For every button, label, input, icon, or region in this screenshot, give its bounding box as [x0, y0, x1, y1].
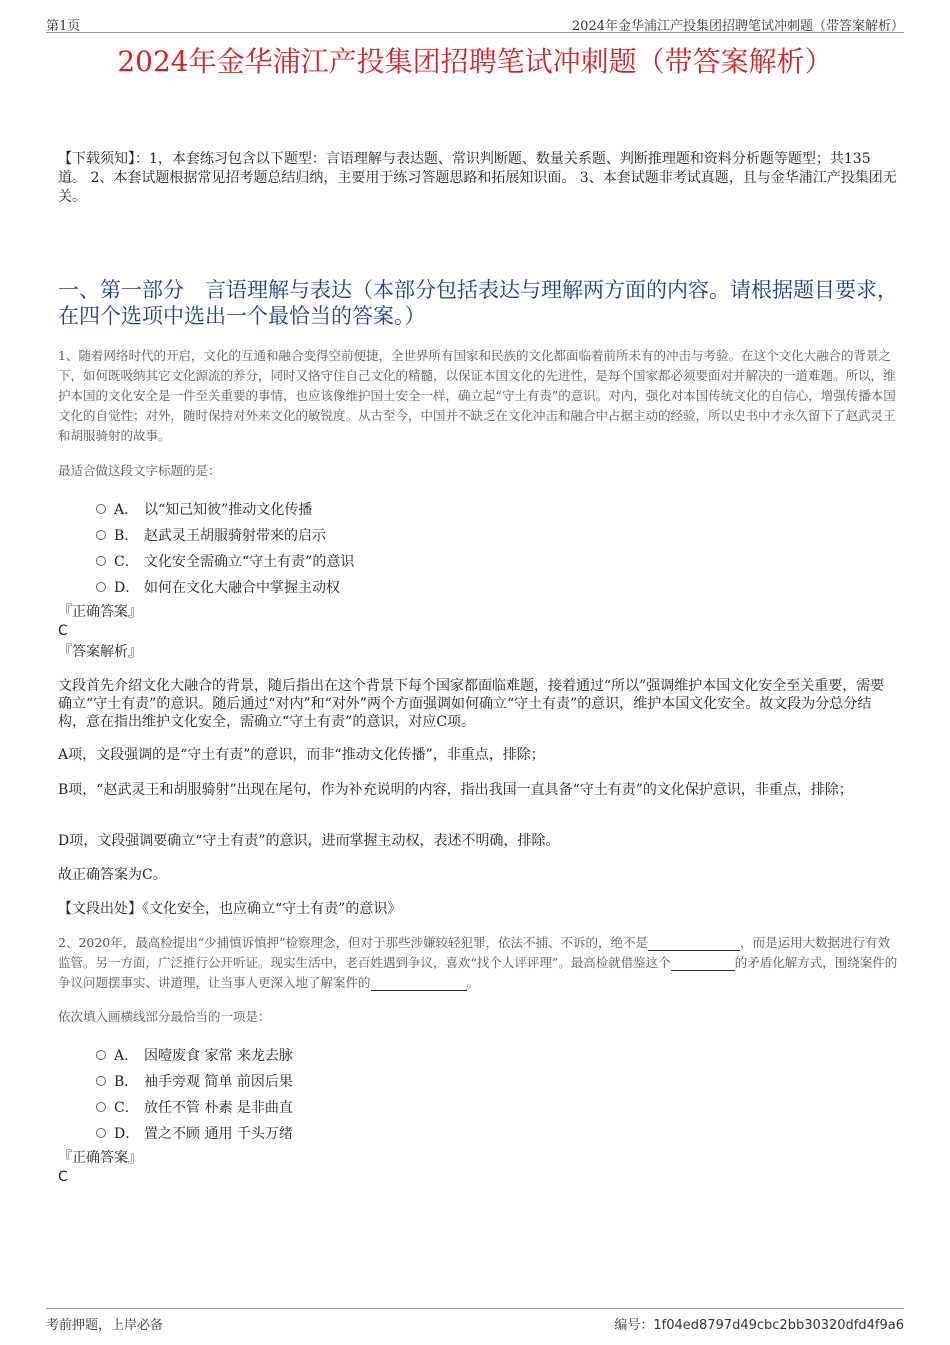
code-value: 1f04ed8797d49cbc2bb30320dfd4f9a6 [653, 1318, 904, 1333]
question-2-answer: C [58, 1169, 68, 1185]
stem-text: 的矛盾化解方式，围绕案件的争议问题摆事实、讲道理，让当事人更深入地了解案件的 [58, 955, 898, 990]
option-letter: D． [114, 1126, 140, 1142]
question-2-option-c[interactable] [96, 1094, 696, 1120]
question-1-option-a[interactable] [96, 496, 696, 522]
option-text: 如何在文化大融合中掌握主动权 [144, 580, 340, 596]
footer-slogan: 考前押题，上岸必备 [46, 1318, 164, 1333]
option-letter: C． [114, 1100, 139, 1116]
question-1-options [96, 496, 696, 600]
radio-button-icon[interactable] [96, 556, 106, 566]
option-letter: A． [114, 502, 139, 518]
radio-button-icon[interactable] [96, 1050, 106, 1060]
option-text: 以“知己知彼”推动文化传播 [144, 502, 313, 518]
question-1-prompt: 最适合做这段文字标题的是： [58, 463, 221, 478]
question-2-answer-label: 『正确答案』 [58, 1150, 142, 1166]
page-number: 第1页 [46, 19, 81, 34]
option-text: 赵武灵王胡服骑射带来的启示 [144, 528, 326, 544]
question-1-stem: 1、随着网络时代的开启，文化的互通和融合变得空前便捷，全世界所有国家和民族的文化都面临着前所未有的冲击与考验。在这个文化大融合的背景之下，如何既吸纳其它文化源流的养分，同时又恪守住自己文化的精髓，以保证本国文化的先进性，是每个国家都必须要面对并解决的一道难题。所以，维护本国的文化安全是一件至关重要的事情，也应该像维护国土安全一样，确立起“守土有责”的意识。对内，强化对本国传统文化的自信心，增强传播本国文化的自觉性；对外，随时保持对外来文化的敏锐度。从古至今，中国并不缺乏在文化冲击和融合中占据主动的经验，所以史书中才永久留下了赵武灵王和胡服骑射的故事。 [58, 348, 896, 443]
radio-button-icon[interactable] [96, 1076, 106, 1086]
fill-blank-3 [371, 976, 467, 991]
question-2-stem [58, 933, 898, 993]
fill-blank-2 [671, 956, 735, 971]
question-1-option-c[interactable] [96, 548, 696, 574]
radio-button-icon[interactable] [96, 530, 106, 540]
stem-text: ，而是运用大数据进行有效监管。另一方面，广泛推行公开听证。现实生活中，老百姓遇到争议，喜欢“找个人评评理”。最高检就借鉴这个 [58, 935, 891, 970]
option-text: 置之不顾 通用 千头万绪 [144, 1126, 293, 1142]
question-1-analysis-a: A项，文段强调的是“守土有责”的意识，而非“推动文化传播”，非重点，排除； [58, 747, 545, 763]
download-notice: 【下载须知】：1，本套练习包含以下题型：言语理解与表达题、常识判断题、数量关系题、判断推理题和资料分析题等题型；共135道。 2、本套试题根据常见招考题总结归纳，主要用于练习答题思路和拓展知识面。 3、本套试题非考试真题，且与金华浦江产投集团无关。 [58, 151, 897, 205]
stem-text: 。 [466, 975, 480, 990]
page-header [46, 12, 904, 33]
radio-button-icon[interactable] [96, 1102, 106, 1112]
question-2-prompt: 依次填入画横线部分最恰当的一项是： [58, 1009, 271, 1024]
question-1-analysis-d: D项，文段强调要确立“守土有责”的意识，进而掌握主动权，表述不明确，排除。 [58, 833, 560, 849]
question-2-options [96, 1042, 696, 1146]
radio-button-icon[interactable] [96, 1128, 106, 1138]
option-letter: A． [114, 1048, 139, 1064]
option-letter: C． [114, 554, 139, 570]
radio-button-icon[interactable] [96, 504, 106, 514]
question-1-analysis-label: 『答案解析』 [58, 644, 142, 660]
question-1-analysis-b: B项，“赵武灵王和胡服骑射”出现在尾句，作为补充说明的内容，指出我国一直具备“守土有责”的文化保护意识，非重点，排除； [58, 782, 853, 798]
fill-blank-1 [648, 936, 740, 951]
question-1-option-b[interactable] [96, 522, 696, 548]
option-text: 放任不管 朴素 是非曲直 [144, 1100, 293, 1116]
question-2-option-a[interactable] [96, 1042, 696, 1068]
document-title: 2024年金华浦江产投集团招聘笔试冲刺题（带答案解析） [117, 45, 833, 78]
question-1-answer: C [58, 623, 68, 639]
section-title: 一、第一部分 言语理解与表达（本部分包括表达与理解两方面的内容。请根据题目要求，在四个选项中选出一个最恰当的答案。） [58, 278, 898, 328]
code-label: 编号： [614, 1318, 654, 1333]
stem-text: 2、2020年，最高检提出“少捕慎诉慎押”检察理念，但对于那些涉嫌较轻犯罪，依法不捕、不诉的，绝不是 [58, 935, 649, 950]
question-1-conclusion: 故正确答案为C。 [58, 867, 167, 883]
question-1-analysis-summary: 文段首先介绍文化大融合的背景，随后指出在这个背景下每个国家都面临难题，接着通过“所以”强调维护本国文化安全至关重要，需要确立“守土有责”的意识。随后通过“对内”和“对外”两个方面强调如何确立“守土有责”的意识，维护本国文化安全。故文段为分总分结构，意在指出维护文化安全，需确立“守土有责”的意识，对应C项。 [58, 678, 885, 730]
option-letter: B． [114, 528, 139, 544]
page-footer [46, 1308, 904, 1333]
option-letter: B． [114, 1074, 139, 1090]
question-1-answer-label: 『正确答案』 [58, 604, 142, 620]
option-text: 因噎废食 家常 来龙去脉 [144, 1048, 293, 1064]
radio-button-icon[interactable] [96, 582, 106, 592]
option-letter: D． [114, 580, 140, 596]
option-text: 袖手旁观 简单 前因后果 [144, 1074, 293, 1090]
question-2-option-d[interactable] [96, 1120, 696, 1146]
document-code [614, 1314, 904, 1333]
question-2-option-b[interactable] [96, 1068, 696, 1094]
header-doc-title: 2024年金华浦江产投集团招聘笔试冲刺题（带答案解析） [571, 19, 904, 34]
question-1-option-d[interactable] [96, 574, 696, 600]
question-1-source: 【文段出处】《文化安全，也应确立“守土有责”的意识》 [58, 901, 402, 917]
option-text: 文化安全需确立“守土有责”的意识 [144, 554, 355, 570]
